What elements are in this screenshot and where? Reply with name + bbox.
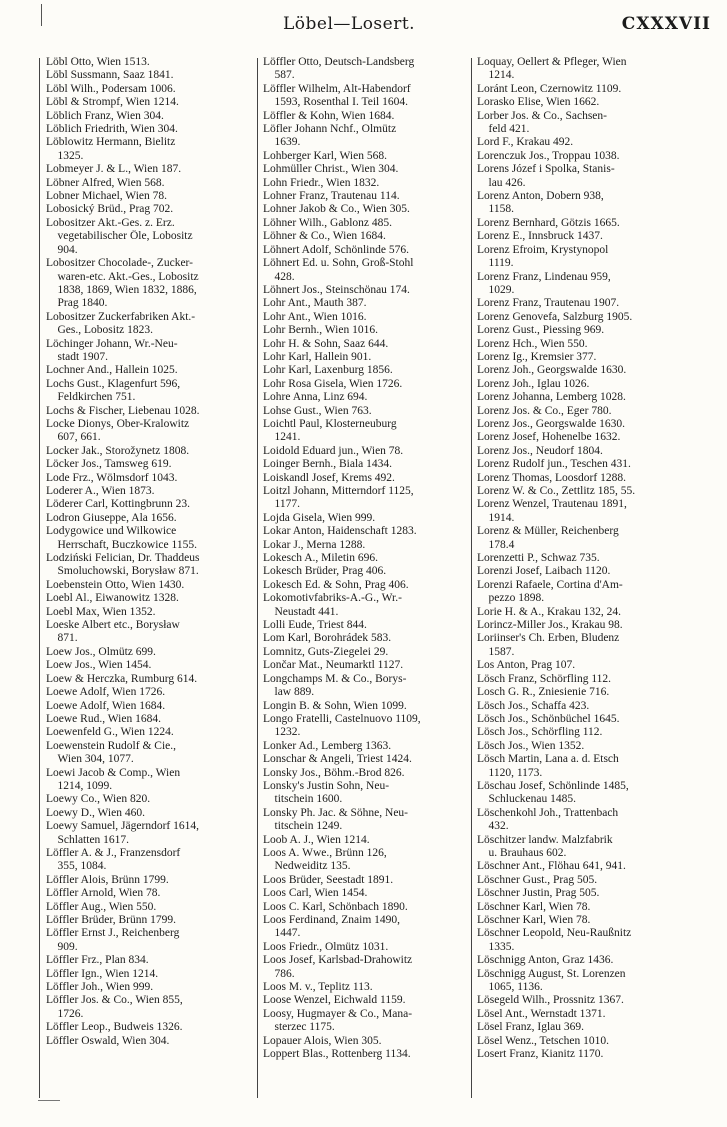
directory-entry-line: Loewe Adolf, Wien 1684. (46, 699, 166, 712)
directory-entry-line: Lobmeyer J. & L., Wien 187. (46, 163, 182, 176)
directory-entry-line: Löffler Frz., Plan 834. (46, 954, 149, 967)
directory-entry-line: Lonker Ad., Lemberg 1363. (263, 739, 392, 752)
directory-entry-line: Löhner Wilh., Gablonz 485. (263, 216, 392, 229)
directory-entry-line: Feldkirchen 751. (46, 391, 136, 404)
directory-entry-line: Lösegeld Wilh., Prossnitz 1367. (477, 994, 624, 1007)
directory-entry-line: Lonsky's Justin Sohn, Neu- (263, 779, 390, 792)
directory-entry-line: Lorenz Thomas, Loosdorf 1288. (477, 471, 626, 484)
directory-entry-line: Löschau Josef, Schönlinde 1485, (477, 779, 629, 792)
directory-entry-line: 1838, 1869, Wien 1832, 1886, (46, 283, 197, 296)
directory-entry-line: Lochs & Fischer, Liebenau 1028. (46, 404, 200, 417)
directory-entry-line: 1914. (477, 511, 515, 524)
running-head: Löbel—Losert. (283, 14, 416, 34)
directory-entry-line: Löschenkohl Joh., Trattenbach (477, 806, 619, 819)
directory-entry-line: 1214. (477, 69, 515, 82)
directory-entry-line: Löffler Joh., Wien 999. (46, 981, 154, 994)
directory-entry-line: Loew & Herczka, Rumburg 614. (46, 672, 198, 685)
directory-entry-line: Lorenz Bernhard, Götzis 1665. (477, 216, 620, 229)
directory-entry-line: Lochs Gust., Klagenfurt 596, (46, 377, 181, 390)
directory-entry-line: Lorenz Hch., Wien 550. (477, 337, 588, 350)
directory-entry-line: Lohse Gust., Wien 763. (263, 404, 372, 417)
directory-entry-line: 1119. (477, 257, 514, 270)
directory-entry-line: Löhner & Co., Wien 1684. (263, 230, 386, 243)
directory-entry-line: Lokesch Brüder, Prag 406. (263, 565, 387, 578)
directory-entry-line: Loewenstein Rudolf & Cie., (46, 739, 176, 752)
directory-entry-line: Löhnert Adolf, Schönlinde 576. (263, 243, 409, 256)
directory-entry-line: Lokomotivfabriks-A.-G., Wr.- (263, 592, 402, 605)
directory-entry-line: Smoluchowski, Borysław 871. (46, 565, 199, 578)
directory-entry-line: 1232. (263, 726, 301, 739)
directory-entry-line: Lonsky Jos., Böhm.-Brod 826. (263, 766, 405, 779)
directory-entry-line: Loos Josef, Karlsbad-Drahowitz (263, 954, 413, 967)
directory-entry-line: Löblich Friedrith, Wien 304. (46, 123, 178, 136)
directory-entry-line: Löblowitz Hermann, Bielitz (46, 136, 176, 149)
directory-entry-line: Lokesch Ed. & Sohn, Prag 406. (263, 578, 409, 591)
directory-entry-line: Löbl Otto, Wien 1513. (46, 56, 150, 68)
directory-entry-line: Lohmüller Christ., Wien 304. (263, 163, 399, 176)
directory-entry-line: Lodziński Felician, Dr. Thaddeus (46, 552, 200, 565)
directory-entry-line: Loos C. Karl, Schönbach 1890. (263, 900, 408, 913)
directory-entry-line: Lohn Friedr., Wien 1832. (263, 176, 380, 189)
directory-entry-line: Lorenczuk Jos., Troppau 1038. (477, 149, 620, 162)
directory-entry-line: 909. (46, 940, 78, 953)
directory-entry-line: Lohre Anna, Linz 694. (263, 391, 368, 404)
directory-entry-line: sterzec 1175. (263, 1021, 335, 1034)
directory-entry-line: vegetabilischer Öle, Lobositz (46, 230, 193, 243)
directory-entry-line: Lorenz Franz, Trautenau 1907. (477, 297, 620, 310)
directory-entry-line: Lobositzer Zuckerfabriken Akt.- (46, 310, 196, 323)
directory-entry-line: Lorenz Wenzel, Trautenau 1891, (477, 498, 627, 511)
directory-entry-line: 1158. (477, 203, 514, 216)
directory-column-3 (477, 56, 687, 1061)
directory-entry-line: Lorenz Jos., Georgswalde 1630. (477, 417, 625, 430)
directory-entry-line: Lojda Gisela, Wien 999. (263, 511, 376, 524)
directory-entry-line: waren-etc. Akt.-Ges., Lobositz (46, 270, 199, 283)
directory-entry-line: Lorenz Johanna, Lemberg 1028. (477, 391, 626, 404)
directory-entry-line: Longin B. & Sohn, Wien 1099. (263, 699, 407, 712)
directory-entry-line: Lorenz Joh., Georgswalde 1630. (477, 364, 627, 377)
directory-entry-line: Lorber Jos. & Co., Sachsen- (477, 109, 607, 122)
directory-entry-line: Lösch Jos., Schörfling 112. (477, 726, 603, 739)
directory-entry-line: Lösel Ant., Wernstadt 1371. (477, 1007, 606, 1020)
directory-entry-line: Lorenzetti P., Schwaz 735. (477, 552, 600, 565)
directory-entry-line: Löbl & Strompf, Wien 1214. (46, 96, 179, 109)
directory-entry-line: stadt 1907. (46, 350, 108, 363)
directory-entry-line: Loos Carl, Wien 1454. (263, 887, 368, 900)
directory-entry-line: Lord F., Krakau 492. (477, 136, 574, 149)
directory-entry-line: Löschner Justin, Prag 505. (477, 887, 600, 900)
directory-entry-line: u. Brauhaus 602. (477, 846, 567, 859)
directory-entry-line: Loewy Samuel, Jägerndorf 1614, (46, 820, 199, 833)
directory-entry-line: titschein 1600. (263, 793, 343, 806)
directory-entry-line: Herrschaft, Buczkowice 1155. (46, 538, 197, 551)
directory-entry-line: Lobositzer Akt.-Ges. z. Erz. (46, 216, 175, 229)
directory-entry-line: Schlatten 1617. (46, 833, 130, 846)
directory-entry-line: 786. (263, 967, 295, 980)
directory-entry-line: Lorenz Genovefa, Salzburg 1905. (477, 310, 633, 323)
directory-entry-line: 428. (263, 270, 295, 283)
directory-entry-line: Schluckenau 1485. (477, 793, 577, 806)
directory-entry-line: Löschnigg August, St. Lorenzen (477, 967, 626, 980)
directory-entry-line: Loinger Bernh., Biala 1434. (263, 458, 393, 471)
directory-entry-line: Löffler Leop., Budweis 1326. (46, 1021, 183, 1034)
directory-entry-line: law 889. (263, 686, 315, 699)
directory-entry-line: Löfler Johann Nchf., Olmütz (263, 123, 397, 136)
directory-entry-line: 432. (477, 820, 509, 833)
directory-entry-line: pezzo 1898. (477, 592, 545, 605)
directory-entry-line: Loewenfeld G., Wien 1224. (46, 726, 174, 739)
directory-entry-line: Loebl Al., Eiwanowitz 1328. (46, 592, 179, 605)
directory-entry-line: Löffler A. & J., Franzensdorf (46, 846, 181, 859)
directory-entry-line: 1177. (263, 498, 300, 511)
directory-entry-line: Lokar J., Merna 1288. (263, 538, 366, 551)
directory-entry-line: Lorenzi Rafaele, Cortina d'Am- (477, 578, 623, 591)
directory-entry-line: Loeske Albert etc., Borysław (46, 619, 180, 632)
directory-entry-line: Lohr Ant., Wien 1016. (263, 310, 367, 323)
directory-entry-line: Loob A. J., Wien 1214. (263, 833, 370, 846)
directory-entry-line: Lorenz Rudolf jun., Teschen 431. (477, 458, 631, 471)
directory-entry-line: Löffler Arnold, Wien 78. (46, 887, 161, 900)
directory-entry-line: Löschner Ant., Flöhau 641, 941. (477, 860, 626, 873)
directory-entry-line: Lorenz Jos. & Co., Eger 780. (477, 404, 612, 417)
directory-entry-line: Löffler Oswald, Wien 304. (46, 1034, 170, 1047)
directory-entry-line: Lobositzer Chocolade-, Zucker- (46, 257, 193, 270)
directory-entry-line: Löschnigg Anton, Graz 1436. (477, 954, 614, 967)
directory-entry-line: Loew Jos., Olmütz 699. (46, 645, 156, 658)
directory-entry-line: Loitzl Johann, Mitterndorf 1125, (263, 485, 414, 497)
directory-entry-line: Loew Jos., Wien 1454. (46, 659, 152, 672)
left-margin-rule (39, 58, 40, 1098)
directory-entry-line: 1639. (263, 136, 301, 149)
directory-entry-line: Lorenz Jos., Neudorf 1804. (477, 444, 603, 457)
directory-entry-line: Lohr Bernh., Wien 1016. (263, 324, 378, 337)
directory-entry-line: Lösel Wenz., Tetschen 1010. (477, 1034, 609, 1047)
directory-entry-line: Loos Ferdinand, Znaim 1490, (263, 914, 401, 926)
directory-entry-line: 1029. (477, 283, 515, 296)
directory-entry-line: Loewe Rud., Wien 1684. (46, 712, 161, 725)
directory-entry-line: 1214, 1099. (46, 779, 113, 792)
directory-entry-line: Löschner Gust., Prag 505. (477, 873, 598, 886)
directory-entry-line: Löffler Ign., Wien 1214. (46, 967, 159, 980)
directory-entry-line: Lopauer Alois, Wien 305. (263, 1034, 382, 1047)
directory-entry-line: Lohr Karl, Laxenburg 1856. (263, 364, 393, 377)
directory-entry-line: Lomnitz, Guts-Ziegelei 29. (263, 645, 389, 658)
directory-entry-line: Löschitzer landw. Malzfabrik (477, 833, 613, 846)
directory-entry-line: Lohr H. & Sohn, Saaz 644. (263, 337, 389, 350)
directory-entry-line: Löcker Jos., Tamsweg 619. (46, 458, 172, 471)
directory-entry-line: 1593, Rosenthal I. Teil 1604. (263, 96, 408, 109)
directory-entry-line: Loebl Max, Wien 1352. (46, 605, 156, 618)
directory-entry-line: 1241. (263, 431, 301, 444)
directory-entry-line: 587. (263, 69, 295, 82)
directory-entry-line: Loos M. v., Teplitz 113. (263, 981, 373, 994)
directory-entry-line: Lodron Giuseppe, Ala 1656. (46, 511, 177, 524)
directory-entry-line: 1447. (263, 927, 301, 940)
directory-entry-line: Loichtl Paul, Klosterneuburg (263, 417, 397, 430)
directory-entry-line: Lorincz-Miller Jos., Krakau 98. (477, 619, 623, 632)
directory-entry-line: Loos Brüder, Seestadt 1891. (263, 873, 394, 886)
directory-entry-line: Löblich Franz, Wien 304. (46, 109, 164, 122)
directory-entry-line: Lorenz Efroim, Krystynopol (477, 243, 609, 256)
page-number: CXXXVII (621, 14, 711, 34)
directory-entry-line: Löbl Sussmann, Saaz 1841. (46, 69, 174, 82)
directory-entry-line: Löderer Carl, Kottingbrunn 23. (46, 498, 191, 511)
directory-entry-line: Lorenz Ig., Kremsier 377. (477, 350, 597, 363)
directory-entry-line: feld 421. (477, 123, 530, 136)
directory-entry-line: Lösch Jos., Wien 1352. (477, 739, 585, 752)
directory-entry-line: Lohberger Karl, Wien 568. (263, 149, 387, 162)
directory-entry-line: Lokesch A., Miletin 696. (263, 552, 378, 565)
directory-entry-line: Longo Fratelli, Castelnuovo 1109, (263, 712, 421, 725)
directory-entry-line: Locker Jak., Storožynetz 1808. (46, 444, 190, 457)
directory-entry-line: Löffler Jos. & Co., Wien 855, (46, 994, 183, 1007)
directory-entry-line: titschein 1249. (263, 820, 343, 833)
directory-entry-line: Löffler Alois, Brünn 1799. (46, 873, 169, 886)
directory-entry-line: Loose Wenzel, Eichwald 1159. (263, 994, 406, 1007)
directory-entry-line: Loppert Blas., Rottenberg 1134. (263, 1048, 411, 1061)
directory-entry-line: Löffler Aug., Wien 550. (46, 900, 157, 913)
directory-entry-line: 1587. (477, 645, 515, 658)
directory-entry-line: Lodygowice und Wilkowice (46, 525, 177, 538)
directory-entry-line: Ges., Lobositz 1823. (46, 324, 154, 337)
directory-entry-line: Lorenz & Müller, Reichenberg (477, 525, 619, 538)
directory-entry-line: Lobosický Brüd., Prag 702. (46, 203, 174, 216)
directory-entry-line: Lohner Jakob & Co., Wien 305. (263, 203, 410, 216)
directory-entry-line: Lokar Anton, Haidenschaft 1283. (263, 525, 417, 538)
directory-entry-line: 1335. (477, 940, 515, 953)
directory-entry-line: lau 426. (477, 176, 526, 189)
directory-entry-line: Nedweiditz 135. (263, 860, 351, 873)
directory-entry-line: Löhnert Ed. u. Sohn, Groß-Stohl (263, 257, 414, 270)
directory-entry-line: 178.4 (477, 538, 515, 551)
directory-entry-line: Loránt Leon, Czernowitz 1109. (477, 82, 622, 95)
directory-entry-line: Lode Frz., Wölmsdorf 1043. (46, 471, 178, 484)
directory-entry-line: Loquay, Oellert & Pfleger, Wien (477, 56, 627, 68)
directory-entry-line: Lochner And., Hallein 1025. (46, 364, 178, 377)
directory-entry-line: Lom Karl, Borohrádek 583. (263, 632, 392, 645)
directory-entry-line: Loewy Co., Wien 820. (46, 793, 151, 806)
directory-entry-line: Löschner Leopold, Neu-Raußnitz (477, 927, 632, 940)
directory-entry-line: Lorenz Anton, Dobern 938, (477, 190, 604, 203)
directory-entry-line: Lonschar & Angeli, Triest 1424. (263, 753, 412, 766)
directory-entry-line: Los Anton, Prag 107. (477, 659, 576, 672)
directory-entry-line: Löffler Brüder, Brünn 1799. (46, 914, 176, 926)
directory-entry-line: Lösch Franz, Schörfling 112. (477, 672, 612, 685)
directory-entry-line: Lösch Jos., Schaffa 423. (477, 699, 590, 712)
directory-entry-line: Lohner Franz, Trautenau 114. (263, 190, 400, 203)
directory-entry-line: Löffler Otto, Deutsch-Landsberg (263, 56, 415, 68)
directory-entry-line: 607, 661. (46, 431, 101, 444)
directory-entry-line: 355, 1084. (46, 860, 107, 873)
directory-entry-line: Lorie H. & A., Krakau 132, 24. (477, 605, 622, 618)
directory-entry-line: Loosy, Hugmayer & Co., Mana- (263, 1007, 413, 1020)
directory-entry-line: 1120, 1173. (477, 766, 543, 779)
directory-entry-line: Lorenz Joh., Iglau 1026. (477, 377, 590, 390)
directory-entry-line: Lohr Ant., Mauth 387. (263, 297, 367, 310)
directory-entry-line: Löffler Ernst J., Reichenberg (46, 927, 180, 940)
directory-entry-line: Loiskandl Josef, Krems 492. (263, 471, 395, 484)
directory-entry-line: Wien 304, 1077. (46, 753, 134, 766)
directory-entry-line: Lolli Eude, Triest 844. (263, 619, 367, 632)
directory-entry-line: Loos Friedr., Olmütz 1031. (263, 940, 389, 953)
directory-entry-line: Locke Dionys, Ober-Kralowitz (46, 417, 190, 430)
directory-entry-line: 871. (46, 632, 78, 645)
directory-entry-line: Löschner Karl, Wien 78. (477, 914, 591, 926)
directory-entry-line: Losert Franz, Kianitz 1170. (477, 1048, 604, 1061)
directory-entry-line: Lorenz W. & Co., Zettlitz 185, 55. (477, 485, 636, 497)
directory-entry-line: Prag 1840. (46, 297, 108, 310)
directory-entry-line: Lorenz Josef, Hohenelbe 1632. (477, 431, 621, 444)
directory-entry-line: Löffler Wilhelm, Alt-Habendorf (263, 82, 411, 95)
directory-entry-line: Loriinser's Ch. Erben, Bludenz (477, 632, 620, 645)
directory-entry-line: Lonsky Ph. Jac. & Söhne, Neu- (263, 806, 409, 819)
directory-entry-line: Lorens Józef i Spolka, Stanis- (477, 163, 615, 176)
directory-entry-line: Lohr Rosa Gisela, Wien 1726. (263, 377, 403, 390)
directory-entry-line: Lorenz Franz, Lindenau 959, (477, 270, 611, 283)
column-divider (471, 58, 472, 1098)
directory-entry-line: Loebenstein Otto, Wien 1430. (46, 578, 185, 591)
directory-entry-line: Löchinger Johann, Wr.-Neu- (46, 337, 178, 350)
directory-entry-line: Neustadt 441. (263, 605, 339, 618)
page-header (0, 0, 727, 44)
directory-entry-line: Loderer A., Wien 1873. (46, 485, 155, 497)
directory-entry-line: Loewi Jacob & Comp., Wien (46, 766, 181, 779)
footer-rule (38, 1100, 60, 1101)
directory-entry-line: Löschner Karl, Wien 78. (477, 900, 591, 913)
margin-mark (41, 4, 42, 26)
directory-column-1 (46, 56, 252, 1048)
directory-entry-line: 1726. (46, 1007, 84, 1020)
directory-entry-line: Lobner Michael, Wien 78. (46, 190, 167, 203)
directory-entry-line: Lösel Franz, Iglau 369. (477, 1021, 584, 1034)
directory-entry-line: 904. (46, 243, 78, 256)
directory-entry-line: Löbner Alfred, Wien 568. (46, 176, 165, 189)
directory-entry-line: Loewy D., Wien 460. (46, 806, 145, 819)
directory-entry-line: Losch G. R., Zniesienie 716. (477, 686, 610, 699)
column-divider (257, 58, 258, 1098)
directory-entry-line: Lorenz Gust., Piessing 969. (477, 324, 605, 337)
directory-entry-line: Löffler & Kohn, Wien 1684. (263, 109, 395, 122)
directory-entry-line: Lösch Martin, Lana a. d. Etsch (477, 753, 619, 766)
directory-entry-line: Lončar Mat., Neumarktl 1127. (263, 659, 404, 672)
directory-entry-line: 1325. (46, 149, 84, 162)
directory-entry-line: Lohr Karl, Hallein 901. (263, 350, 372, 363)
directory-entry-line: Lorasko Elise, Wien 1662. (477, 96, 600, 109)
directory-entry-line: Lorenz E., Innsbruck 1437. (477, 230, 603, 243)
directory-entry-line: Longchamps M. & Co., Borys- (263, 672, 407, 685)
directory-entry-line: Lösch Jos., Schönbüchel 1645. (477, 712, 620, 725)
directory-entry-line: Löbl Wilh., Podersam 1006. (46, 82, 176, 95)
directory-entry-line: Loewe Adolf, Wien 1726. (46, 686, 166, 699)
directory-entry-line: Loidold Eduard jun., Wien 78. (263, 444, 404, 457)
directory-entry-line: Lorenzi Josef, Laibach 1120. (477, 565, 611, 578)
directory-entry-line: 1065, 1136. (477, 981, 543, 994)
directory-entry-line: Loos A. Wwe., Brünn 126, (263, 846, 387, 859)
directory-column-2 (263, 56, 468, 1061)
directory-entry-line: Löhnert Jos., Steinschönau 174. (263, 283, 410, 296)
